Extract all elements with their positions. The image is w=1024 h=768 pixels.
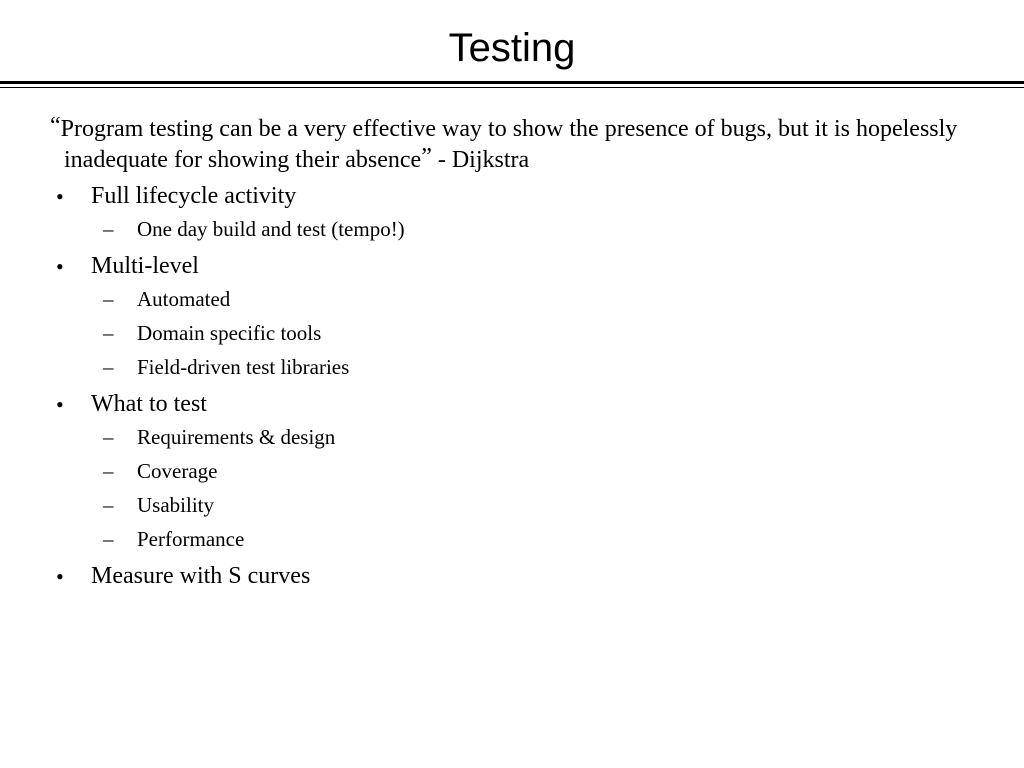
slide-body xyxy=(0,114,1024,592)
bullet-dot-icon: • xyxy=(56,254,64,279)
sub-item xyxy=(0,350,1024,384)
sub-item-label: Domain specific tools xyxy=(137,321,322,345)
sub-item-label: Requirements & design xyxy=(137,425,336,449)
sub-item xyxy=(0,454,1024,488)
sub-item-label: Coverage xyxy=(137,459,218,483)
dijkstra-quote xyxy=(0,114,1024,176)
title-divider-thick-line xyxy=(0,81,1024,84)
sub-item xyxy=(0,212,1024,246)
sub-list xyxy=(0,282,1024,384)
sub-item-label: Usability xyxy=(137,493,214,517)
bullet-list xyxy=(0,181,1024,592)
open-quote-mark: “ xyxy=(50,113,61,139)
sub-dash-icon: – xyxy=(103,493,114,517)
bullet-row xyxy=(0,251,1024,282)
slide-title: Testing xyxy=(448,26,576,70)
sub-item xyxy=(0,488,1024,522)
sub-list xyxy=(0,420,1024,556)
bullet-label: Measure with S curves xyxy=(91,563,311,589)
title-divider-thin-line xyxy=(0,87,1024,88)
close-quote-mark: ” xyxy=(421,144,432,170)
sub-dash-icon: – xyxy=(103,217,114,241)
bullet-item xyxy=(0,181,1024,246)
bullet-dot-icon: • xyxy=(56,392,64,417)
quote-text: Program testing can be a very effective way to show the presence of bugs, but it is hopelessly inadequate for showing their absence xyxy=(60,116,958,173)
sub-item xyxy=(0,282,1024,316)
bullet-label: Full lifecycle activity xyxy=(91,183,297,209)
bullet-dot-icon: • xyxy=(56,564,64,589)
sub-item xyxy=(0,316,1024,350)
bullet-item xyxy=(0,389,1024,556)
sub-dash-icon: – xyxy=(103,459,114,483)
sub-item-label: One day build and test (tempo!) xyxy=(137,217,405,241)
bullet-label: What to test xyxy=(91,391,207,417)
bullet-label: Multi-level xyxy=(91,253,199,279)
sub-dash-icon: – xyxy=(103,287,114,311)
sub-item xyxy=(0,522,1024,556)
bullet-item xyxy=(0,561,1024,592)
sub-dash-icon: – xyxy=(103,321,114,345)
bullet-row xyxy=(0,561,1024,592)
sub-item-label: Field-driven test libraries xyxy=(137,355,350,379)
sub-item-label: Automated xyxy=(137,287,231,311)
sub-dash-icon: – xyxy=(103,527,114,551)
sub-item xyxy=(0,420,1024,454)
bullet-row xyxy=(0,389,1024,420)
bullet-dot-icon: • xyxy=(56,184,64,209)
sub-item-label: Performance xyxy=(137,527,245,551)
title-divider xyxy=(0,81,1024,90)
bullet-item xyxy=(0,251,1024,384)
sub-dash-icon: – xyxy=(103,355,114,379)
quote-attribution: - Dijkstra xyxy=(431,147,530,173)
sub-list xyxy=(0,212,1024,246)
bullet-row xyxy=(0,181,1024,212)
sub-dash-icon: – xyxy=(103,425,114,449)
